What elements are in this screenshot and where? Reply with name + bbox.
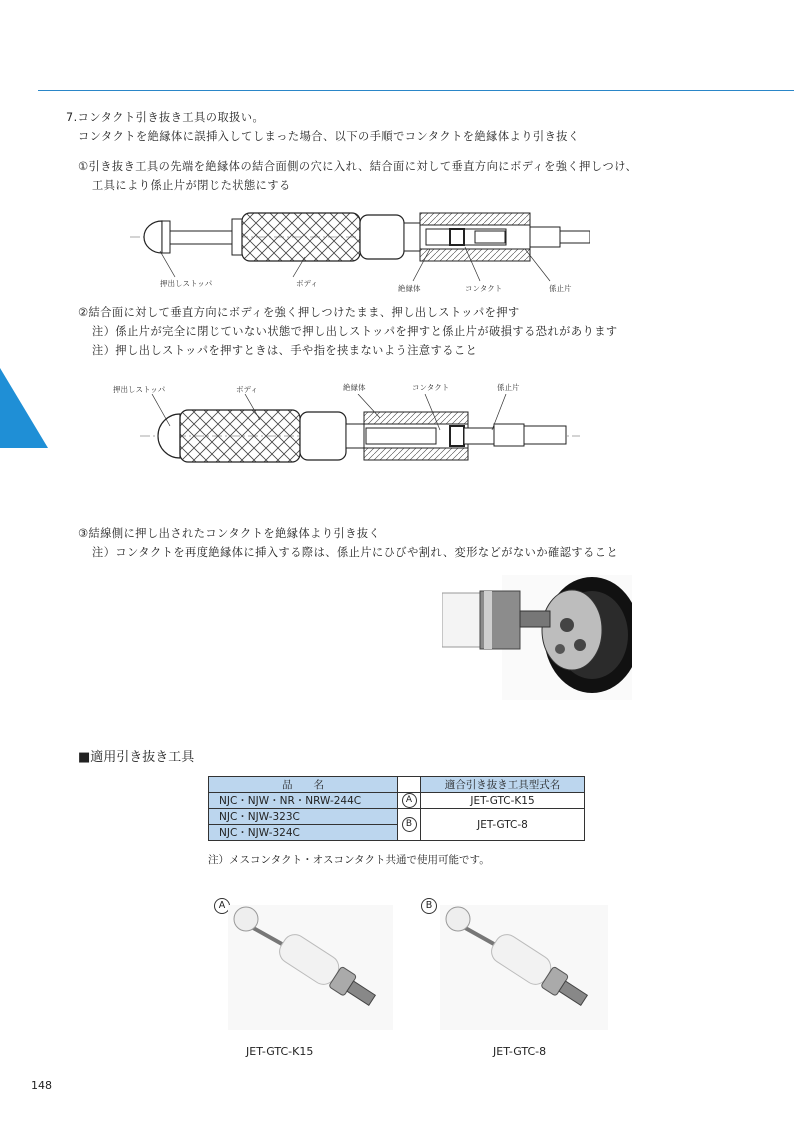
mark-a: A [402,793,417,808]
photo-mark-a: A [214,898,230,914]
header-name: 品 名 [209,777,398,793]
label-contact: コンタクト [465,284,503,293]
header-model: 適合引き抜き工具型式名 [421,777,585,793]
tools-note: 注）メスコンタクト・オスコンタクト共通で使用可能です。 [208,854,490,866]
step3-text: ③結線側に押し出されたコンタクトを絶縁体より引き抜く [78,527,381,540]
photo-mark-b: B [421,898,437,914]
table-row [209,809,585,825]
tools-heading: ■適用引き抜き工具 [78,750,195,765]
row-model: JET-GTC-8 [421,809,585,841]
section-title: 7.コンタクト引き抜き工具の取扱い。 [66,111,265,124]
header-rule [38,90,794,91]
page-number: 148 [31,1079,52,1092]
step1-text-2: 工具により係止片が閉じた状態にする [92,179,291,192]
diagram-step2 [140,394,580,469]
step2-text: ②結合面に対して垂直方向にボディを強く押しつけたまま、押し出しストッパを押す [78,306,520,319]
step1-text: ①引き抜き工具の先端を絶縁体の結合面側の穴に入れ、結合面に対して垂直方向にボディを強く押しつけ、 [78,160,638,173]
connector-photo [442,575,632,700]
mark-b: B [402,817,417,832]
label-latch: 係止片 [549,284,572,293]
row-model: JET-GTC-K15 [421,793,585,809]
table-header-row [209,777,585,793]
row-name: NJC・NJW・NR・NRW-244C [209,793,398,809]
section-intro: コンタクトを絶縁体に誤挿入してしまった場合、以下の手順でコンタクトを絶縁体より引き抜く [78,130,580,143]
step3-note-1: 注）コンタクトを再度絶縁体に挿入する際は、係止片にひびや割れ、変形などがないか確認すること [92,546,619,559]
row-name: NJC・NJW-324C [209,825,398,841]
label-stopper: 押出しストッパ [160,279,213,288]
label-stopper-2: 押出しストッパ [113,385,166,394]
step2-note-2: 注）押し出しストッパを押すときは、手や指を挟まないよう注意すること [92,344,478,357]
tool-photo-b [440,905,608,1030]
label-body: ボディ [296,279,318,288]
step2-note-1: 注）係止片が完全に閉じていない状態で押し出しストッパを押すと係止片が破損する恐れがあります [92,325,618,338]
label-insulator-2: 絶縁体 [343,383,366,392]
side-tab [0,368,48,448]
tools-table [208,776,585,841]
label-insulator: 絶縁体 [398,284,421,293]
row-name: NJC・NJW-323C [209,809,398,825]
label-body-2: ボディ [236,385,258,394]
label-contact-2: コンタクト [412,383,450,392]
table-row [209,793,585,809]
label-latch-2: 係止片 [497,383,520,392]
caption-b: JET-GTC-8 [493,1045,547,1058]
caption-a: JET-GTC-K15 [246,1045,314,1058]
tool-photo-a [228,905,393,1030]
